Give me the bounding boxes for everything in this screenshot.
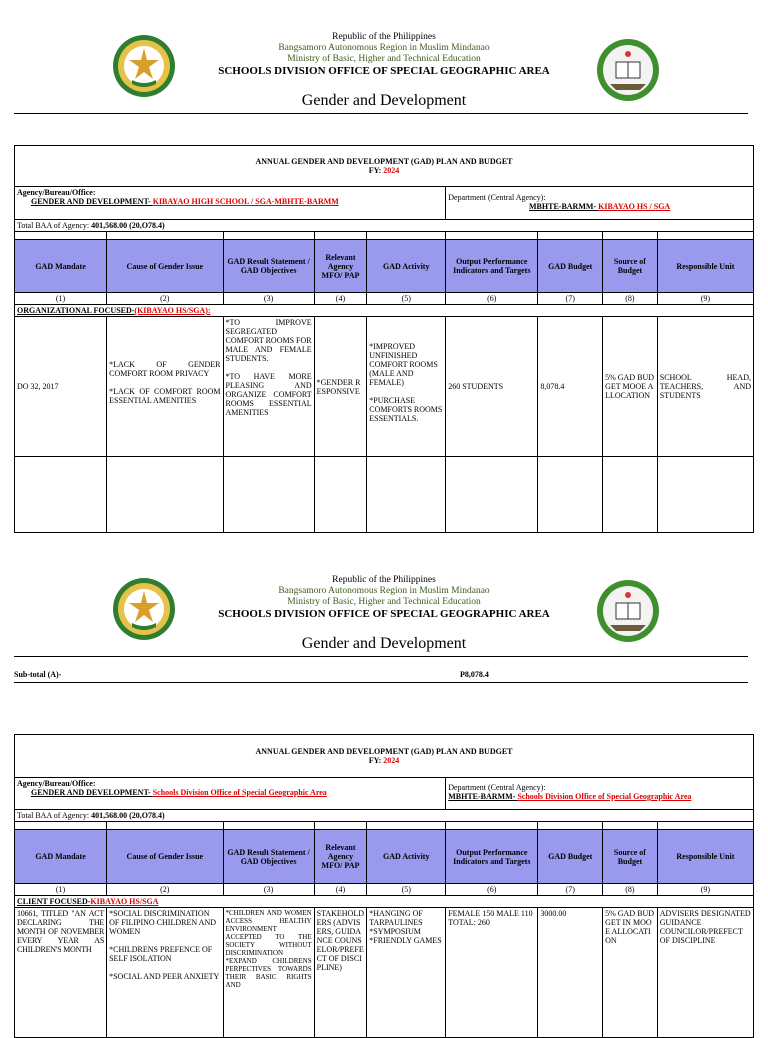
gender-development-heading: Gender and Development [301,92,467,109]
col-number: (7) [538,293,603,305]
col-number: (9) [657,293,753,305]
col-cause: Cause of Gender Issue [107,830,223,884]
agency-cell: Agency/Bureau/Office: GENDER AND DEVELOPMENT- Schools Division Office of Special Geographic Area [15,778,446,810]
cell-responsible: SCHOOL HEAD, TEACHERS, AND STUDENTS [657,317,753,457]
cell-mfo: *GENDER RESPONSIVE [314,317,367,457]
cell-mandate: DO 32, 2017 [15,317,107,457]
republic-line: Republic of the Philippines [332,575,436,585]
total-baa: Total BAA of Agency: 401,568.00 (20,O78.4) [15,810,754,822]
col-number: (8) [603,884,658,896]
col-output: Output Performance Indicators and Targets [446,240,538,293]
table-row [15,908,754,1038]
cell-objectives: *TO IMPROVE SEGREGATED COMFORT ROOMS FOR MALE AND FEMALE STUDENTS. *TO HAVE MORE PLEASING AND ORGANIZE COMFORT ROOMS ESSENTIAL AMENITIES [223,317,314,457]
col-mfo-pap: Relevant Agency MFO/ PAP [314,830,367,884]
subtotal-rule [14,682,748,683]
col-number: (5) [367,293,446,305]
col-gad-budget: GAD Budget [538,240,603,293]
cell-mandate: 10661, TITLED "AN ACT DECLARING THE MONTH OF NOVEMBER EVERY YEAR AS CHILDREN'S MONTH [15,908,107,1038]
agency-cell: Agency/Bureau/Office: GENDER AND DEVELOPMENT- KIBAYAO HIGH SCHOOL / SGA-MBHTE-BARMM [15,187,446,220]
col-number: (4) [314,293,367,305]
col-source-budget: Source of Budget [603,240,658,293]
department-cell: Department (Central Agency): MBHTE-BARMM- Schools Division Office of Special Geographic Area [446,778,754,810]
gender-development-heading: Gender and Development [301,635,467,652]
plan-title: ANNUAL GENDER AND DEVELOPMENT (GAD) PLAN AND BUDGET FY: 2024 [15,146,754,187]
section-client: CLIENT FOCUSED-KIBAYAO HS/SGA [15,896,754,908]
cell-source: 5% GAD BUDGET IN MOOE ALLOCATION [603,908,658,1038]
gad-plan-table-1 [14,145,754,533]
cell-output: 260 STUDENTS [446,317,538,457]
col-number: (3) [223,293,314,305]
cell-mfo: STAKEHOLDERS (ADVISERS, GUIDANCE COUNSELOR/PREFECT OF DISCIPLINE) [314,908,367,1038]
col-number: (7) [538,884,603,896]
cell-responsible: ADVISERS DESIGNATED GUIDANCE COUNCILOR/PREFECT OF DISCIPLINE [657,908,753,1038]
col-responsible: Responsible Unit [657,830,753,884]
subtotal-label: Sub-total (A)- [14,670,62,679]
cell-activity: *HANGING OF TARPAULINES *SYMPOSIUM *FRIENDLY GAMES [367,908,446,1038]
cell-objectives: *CHILDREN AND WOMEN ACCESS HEALTHY ENVIRONMENT ACCEPTED TO THE SOCIETY WITHOUT DISCRIMINATION *EXPAND CHILDRENS PERPECTIVES TOWARDS THEIR BASIC RIGHTS AND [223,908,314,1038]
cell-output: FEMALE 150 MALE 110 TOTAL: 260 [446,908,538,1038]
col-result-statement: GAD Result Statement / GAD Objectives [223,830,314,884]
col-number: (8) [603,293,658,305]
cell-budget: 3000.00 [538,908,603,1038]
division-office-line: SCHOOLS DIVISION OFFICE OF SPECIAL GEOGRAPHIC AREA [218,65,550,77]
barmm-line: Bangsamoro Autonomous Region in Muslim Mindanao [278,586,490,596]
col-number: (6) [446,293,538,305]
col-responsible: Responsible Unit [657,240,753,293]
subtotal-value: P8,078.4 [460,670,489,679]
cell-cause: *LACK OF GENDER COMFORT ROOM PRIVACY *LACK OF COMFORT ROOM ESSENTIAL AMENITIES [107,317,223,457]
page2-letterhead [0,574,768,653]
col-number: (6) [446,884,538,896]
col-gad-mandate: GAD Mandate [15,240,107,293]
col-source-budget: Source of Budget [603,830,658,884]
col-mfo-pap: Relevant Agency MFO/ PAP [314,240,367,293]
col-number: (1) [15,293,107,305]
col-number: (2) [107,293,223,305]
page1-letterhead [0,31,768,110]
department-cell: Department (Central Agency): MBHTE-BARMM- KIBAYAO HS / SGA [446,187,754,220]
table-row-empty [15,457,754,533]
division-office-line: SCHOOLS DIVISION OFFICE OF SPECIAL GEOGRAPHIC AREA [218,608,550,620]
table-row [15,317,754,457]
header-rule [14,113,748,114]
cell-budget: 8,078.4 [538,317,603,457]
col-number: (4) [314,884,367,896]
ministry-line: Ministry of Basic, Higher and Technical Education [287,597,481,607]
col-result-statement: GAD Result Statement / GAD Objectives [223,240,314,293]
cell-source: 5% GAD BUDGET MOOE ALLOCATION [603,317,658,457]
total-baa: Total BAA of Agency: 401,568.00 (20,O78.4) [15,220,754,232]
cell-activity: *IMPROVED UNFINISHED COMFORT ROOMS (MALE AND FEMALE) *PURCHASE COMFORTS ROOMS ESSENTIALS. [367,317,446,457]
col-number: (9) [657,884,753,896]
ministry-line: Ministry of Basic, Higher and Technical Education [287,54,481,64]
plan-title: ANNUAL GENDER AND DEVELOPMENT (GAD) PLAN AND BUDGET FY: 2024 [15,735,754,778]
col-gad-budget: GAD Budget [538,830,603,884]
cell-cause: *SOCIAL DISCRIMINATION OF FILIPINO CHILDREN AND WOMEN *CHILDRENS PREFENCE OF SELF ISOLATION *SOCIAL AND PEER ANXIETY [107,908,223,1038]
col-number: (3) [223,884,314,896]
col-number: (5) [367,884,446,896]
barmm-line: Bangsamoro Autonomous Region in Muslim Mindanao [278,43,490,53]
gad-plan-table-2 [14,734,754,1038]
col-number: (1) [15,884,107,896]
subtotal-row [14,670,754,679]
col-number: (2) [107,884,223,896]
col-gad-activity: GAD Activity [367,240,446,293]
section-organizational: ORGANIZATIONAL FOCUSED-(KIBAYAO HS/SGA): [15,305,754,317]
col-output: Output Performance Indicators and Targets [446,830,538,884]
col-cause: Cause of Gender Issue [107,240,223,293]
col-gad-mandate: GAD Mandate [15,830,107,884]
republic-line: Republic of the Philippines [332,32,436,42]
header-rule [14,656,748,657]
col-gad-activity: GAD Activity [367,830,446,884]
